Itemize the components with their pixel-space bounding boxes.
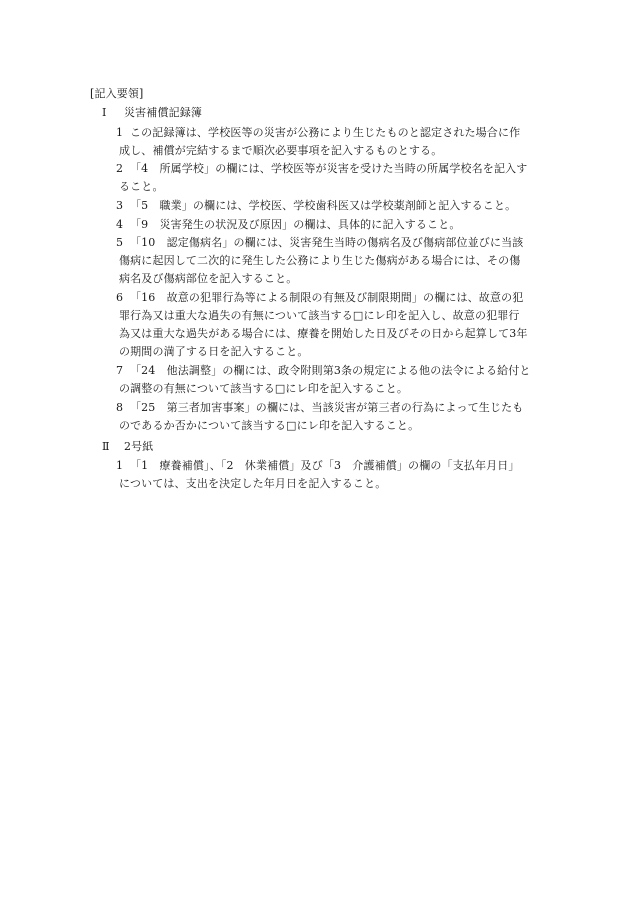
item-number: 1	[116, 126, 123, 139]
item-text-line: 病名及び傷病部位を記入すること。	[119, 272, 298, 285]
item-number: 5	[116, 236, 123, 249]
item-text-line: のであるか否かについて該当する□にレ印を記入すること。	[119, 419, 420, 432]
item-number: 3	[116, 199, 123, 212]
item-number: 7	[116, 364, 123, 377]
item-text-line: 「5 職業」の欄には、学校医、学校歯科医又は学校薬剤師と記入すること。	[130, 199, 517, 212]
item-text-line: の期間の満了する日を記入すること。	[119, 345, 309, 358]
item-text-line: 為又は重大な過失がある場合には、療養を開始した日及びその日から起算して3年	[119, 327, 528, 340]
item-text-line: 「16 故意の犯罪行為等による制限の有無及び制限期間」の欄には、故意の犯	[130, 291, 524, 304]
item-number: 2	[116, 162, 123, 175]
section-numeral: Ⅰ	[102, 106, 107, 119]
item-text-line: 罪行為又は重大な過失の有無について該当する□にレ印を記入し、故意の犯罪行	[119, 309, 520, 322]
item-text-line: 「25 第三者加害事案」の欄には、当該災害が第三者の行為によって生じたも	[130, 401, 524, 414]
document-heading: [記入要領]	[90, 87, 144, 100]
item-number: 1	[116, 459, 123, 472]
item-text-line: ること。	[119, 180, 164, 193]
section-numeral: Ⅱ	[102, 440, 110, 453]
item-number: 6	[116, 291, 123, 304]
item-number: 4	[116, 218, 123, 231]
item-text-line: 「10 認定傷病名」の欄には、災害発生当時の傷病名及び傷病部位並びに当該	[130, 236, 524, 249]
item-text-line: 「9 災害発生の状況及び原因」の欄は、具体的に記入すること。	[130, 218, 461, 231]
item-text-line: この記録簿は、学校医等の災害が公務により生じたものと認定された場合に作	[130, 126, 521, 139]
item-text-line: については、支出を決定した年月日を記入すること。	[119, 477, 387, 490]
item-text-line: 「4 所属学校」の欄には、学校医等が災害を受けた当時の所属学校名を記入す	[130, 162, 528, 175]
section-title: 災害補償記録簿	[124, 106, 203, 119]
item-text-line: 「1 療養補償」、「2 休業補償」及び「3 介護補償」の欄の「支払年月日」	[130, 459, 520, 472]
item-text-line: 「24 他法調整」の欄には、政令附則第3条の規定による他の法令による給付と	[130, 364, 531, 377]
section-title: 2号紙	[124, 440, 154, 453]
item-text-line: 成し、補償が完結するまで順次必要事項を記入するものとする。	[119, 144, 443, 157]
item-text-line: 傷病に起因して二次的に発生した公務により生じた傷病がある場合には、その傷	[119, 254, 521, 267]
item-text-line: の調整の有無について該当する□にレ印を記入すること。	[119, 382, 409, 395]
item-number: 8	[116, 401, 123, 414]
